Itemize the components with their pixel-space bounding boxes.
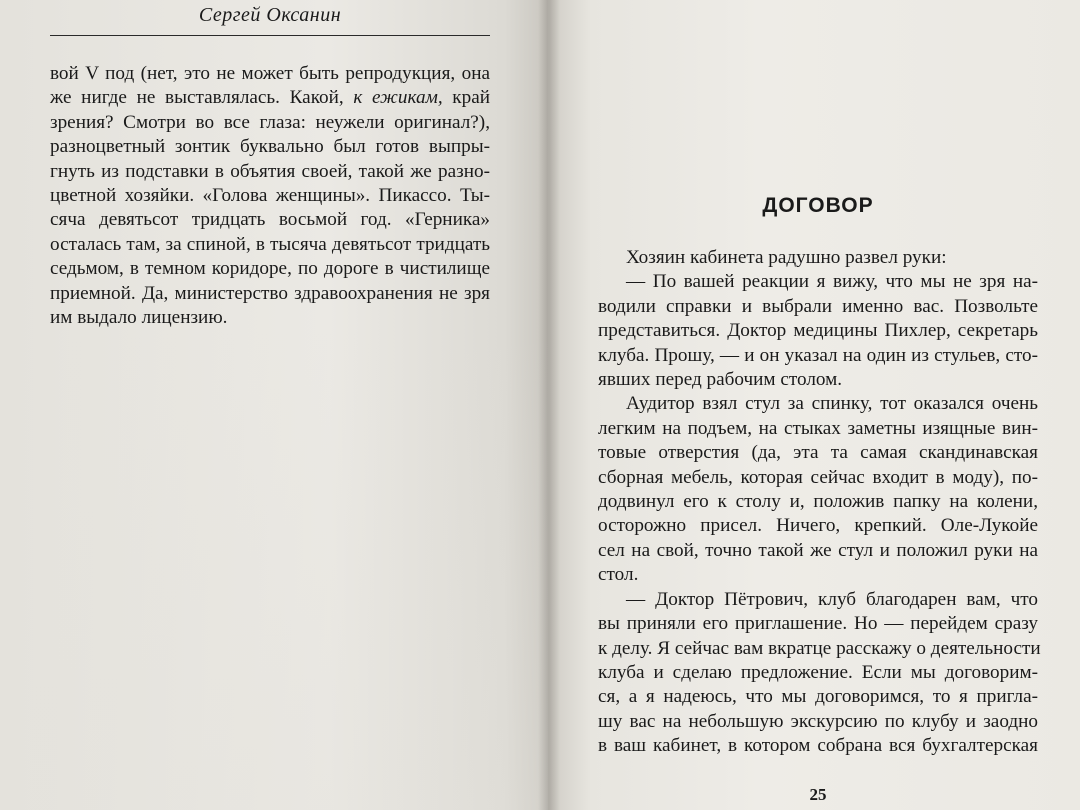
- text-line: приемной. Да, министерство здравоохранения не зря: [50, 282, 490, 304]
- paragraph-first-line: — Доктор Пётрович, клуб благодарен вам, что: [626, 588, 1038, 610]
- text-line: же нигде не выставлялась. Какой, к ежикам, край: [50, 87, 490, 109]
- text-line: зрения? Смотри во все глаза: неужели оригинал?),: [50, 111, 490, 133]
- text-line: к делу. Я сейчас вам вкратце расскажу о деятельности: [598, 637, 1041, 659]
- text-line: седьмом, в темном коридоре, по дороге в чистилище: [50, 258, 490, 280]
- text-line: сяча девятьсот тридцать восьмой год. «Герника»: [50, 209, 490, 231]
- text-line: цветной хозяйки. «Голова женщины». Пикассо. Ты-: [50, 185, 490, 207]
- right-body-text: [598, 246, 1041, 759]
- paragraph-first-line: Хозяин кабинета радушно развел руки:: [626, 247, 947, 268]
- text-line: осторожно присел. Ничего, крепкий. Оле-Лукойе: [598, 515, 1038, 537]
- text-line: разноцветный зонтик буквально был готов выпры-: [50, 136, 490, 158]
- text-line: товые отверстия (да, эта та самая скандинавская: [598, 442, 1038, 464]
- text-line: стол.: [598, 564, 639, 586]
- text-line: клуба и сделаю предложение. Если мы договорим-: [598, 661, 1038, 683]
- text-line: явших перед рабочим столом.: [598, 369, 843, 391]
- chapter-title: ДОГОВОР: [762, 194, 874, 217]
- paragraph-first-line: — По вашей реакции я вижу, что мы не зря на-: [626, 271, 1038, 293]
- text-line: сел на свой, точно такой же стул и положил руки на: [598, 539, 1038, 561]
- text-line: вы приняли его приглашение. Но — перейдем сразу: [598, 613, 1038, 635]
- text-line: ся, а я надеюсь, что мы договоримся, то я пригла-: [598, 686, 1038, 708]
- text-line: водили справки и выбрали именно вас. Позвольте: [598, 295, 1038, 317]
- text-line: легким на подъем, на стыках заметны изящные вин-: [598, 417, 1038, 439]
- text-line: в ваш кабинет, в котором собрана вся бухгалтерская: [598, 735, 1038, 757]
- text-line: шу вас на небольшую экскурсию по клубу и заодно: [598, 710, 1038, 732]
- page-number: 25: [809, 785, 827, 804]
- text-line: осталась там, за спиной, в тысяча девятьсот тридцать: [50, 233, 490, 255]
- page-shading: [0, 330, 548, 810]
- text-line: сборная мебель, которая сейчас входит в моду), по-: [598, 466, 1038, 488]
- paragraph-first-line: Аудитор взял стул за спинку, тот оказался очень: [626, 393, 1038, 415]
- text-line: представиться. Доктор медицины Пихлер, секретарь: [598, 320, 1038, 342]
- book-gutter: [538, 0, 560, 810]
- text-line: вой V под (нет, это не может быть репродукция, она: [50, 63, 490, 84]
- running-head: Сергей Оксанин: [198, 4, 342, 26]
- text-line: додвинул его к столу и, положив папку на колени,: [598, 491, 1038, 513]
- text-line: им выдало лицензию.: [50, 307, 228, 329]
- header-rule: [50, 35, 490, 36]
- text-line: клуба. Прошу, — и он указал на один из стульев, сто-: [598, 344, 1038, 366]
- left-body-text: [50, 62, 490, 330]
- text-line: гнуть из подставки в объятия своей, такой же разно-: [50, 160, 490, 182]
